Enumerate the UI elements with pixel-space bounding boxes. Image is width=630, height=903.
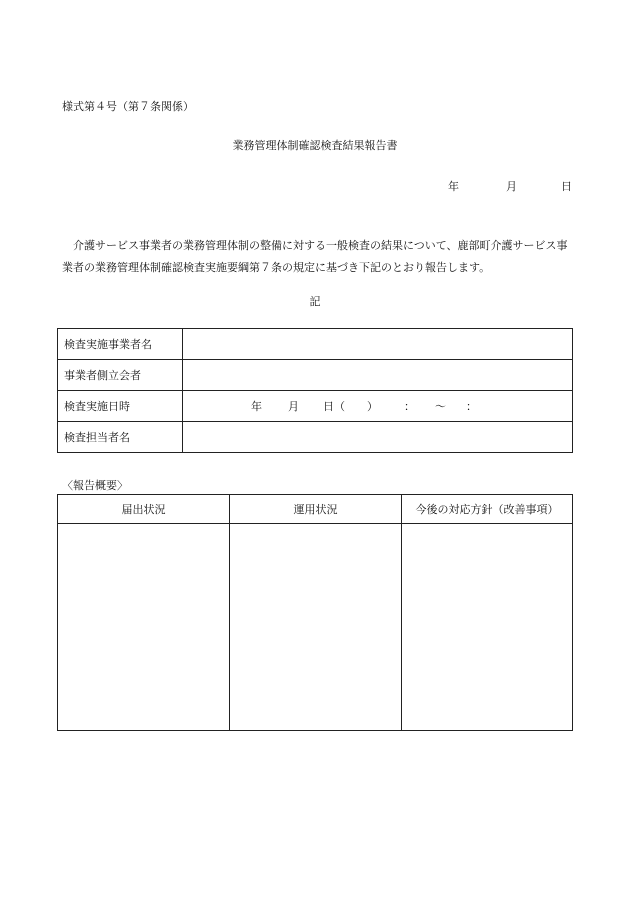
datetime-template (189, 398, 566, 414)
datetime-colon-start: ： (404, 400, 415, 413)
datetime-tilde: ～ (435, 400, 446, 413)
date-day: 日 (561, 180, 572, 193)
row-label: 検査実施事業者名 (58, 329, 183, 360)
date-month: 月 (506, 180, 517, 193)
report-summary-table (57, 494, 573, 731)
inspector-name-field[interactable] (183, 422, 573, 453)
table-header-row (58, 495, 573, 524)
row-label: 検査担当者名 (58, 422, 183, 453)
table-row (58, 329, 573, 360)
date-line (448, 178, 572, 194)
datetime-month: 月 (288, 400, 299, 413)
column-header-operation-status: 運用状況 (230, 495, 402, 524)
row-label: 検査実施日時 (58, 391, 183, 422)
document-title: 業務管理体制確認検査結果報告書 (232, 139, 398, 152)
column-header-future-policy: 今後の対応方針（改善事項） (402, 495, 573, 524)
business-attendee-field[interactable] (183, 360, 573, 391)
table-row (58, 422, 573, 453)
date-year: 年 (448, 180, 459, 193)
column-header-notification-status: 届出状況 (58, 495, 230, 524)
datetime-colon-end: ： (466, 400, 477, 413)
table-row (58, 524, 573, 731)
future-policy-cell[interactable] (402, 524, 573, 731)
inspection-info-table (57, 328, 573, 453)
ki-marker: 記 (309, 295, 321, 308)
inspected-business-name-field[interactable] (183, 329, 573, 360)
table-row (58, 391, 573, 422)
report-body-text: 介護サービス事業者の業務管理体制の整備に対する一般検査の結果について、鹿部町介護サービス事業者の業務管理体制確認検査実施要綱第７条の規定に基づき下記のとおり報告します。 (62, 239, 568, 274)
summary-heading: 〈報告概要〉 (62, 479, 128, 492)
operation-status-cell[interactable] (230, 524, 402, 731)
datetime-year: 年 (251, 400, 262, 413)
datetime-day: 日（ (323, 400, 345, 413)
inspection-datetime-field[interactable] (183, 391, 573, 422)
row-label: 事業者側立会者 (58, 360, 183, 391)
datetime-close: ） (367, 400, 378, 413)
table-row (58, 360, 573, 391)
notification-status-cell[interactable] (58, 524, 230, 731)
form-number: 様式第４号（第７条関係） (62, 100, 194, 113)
